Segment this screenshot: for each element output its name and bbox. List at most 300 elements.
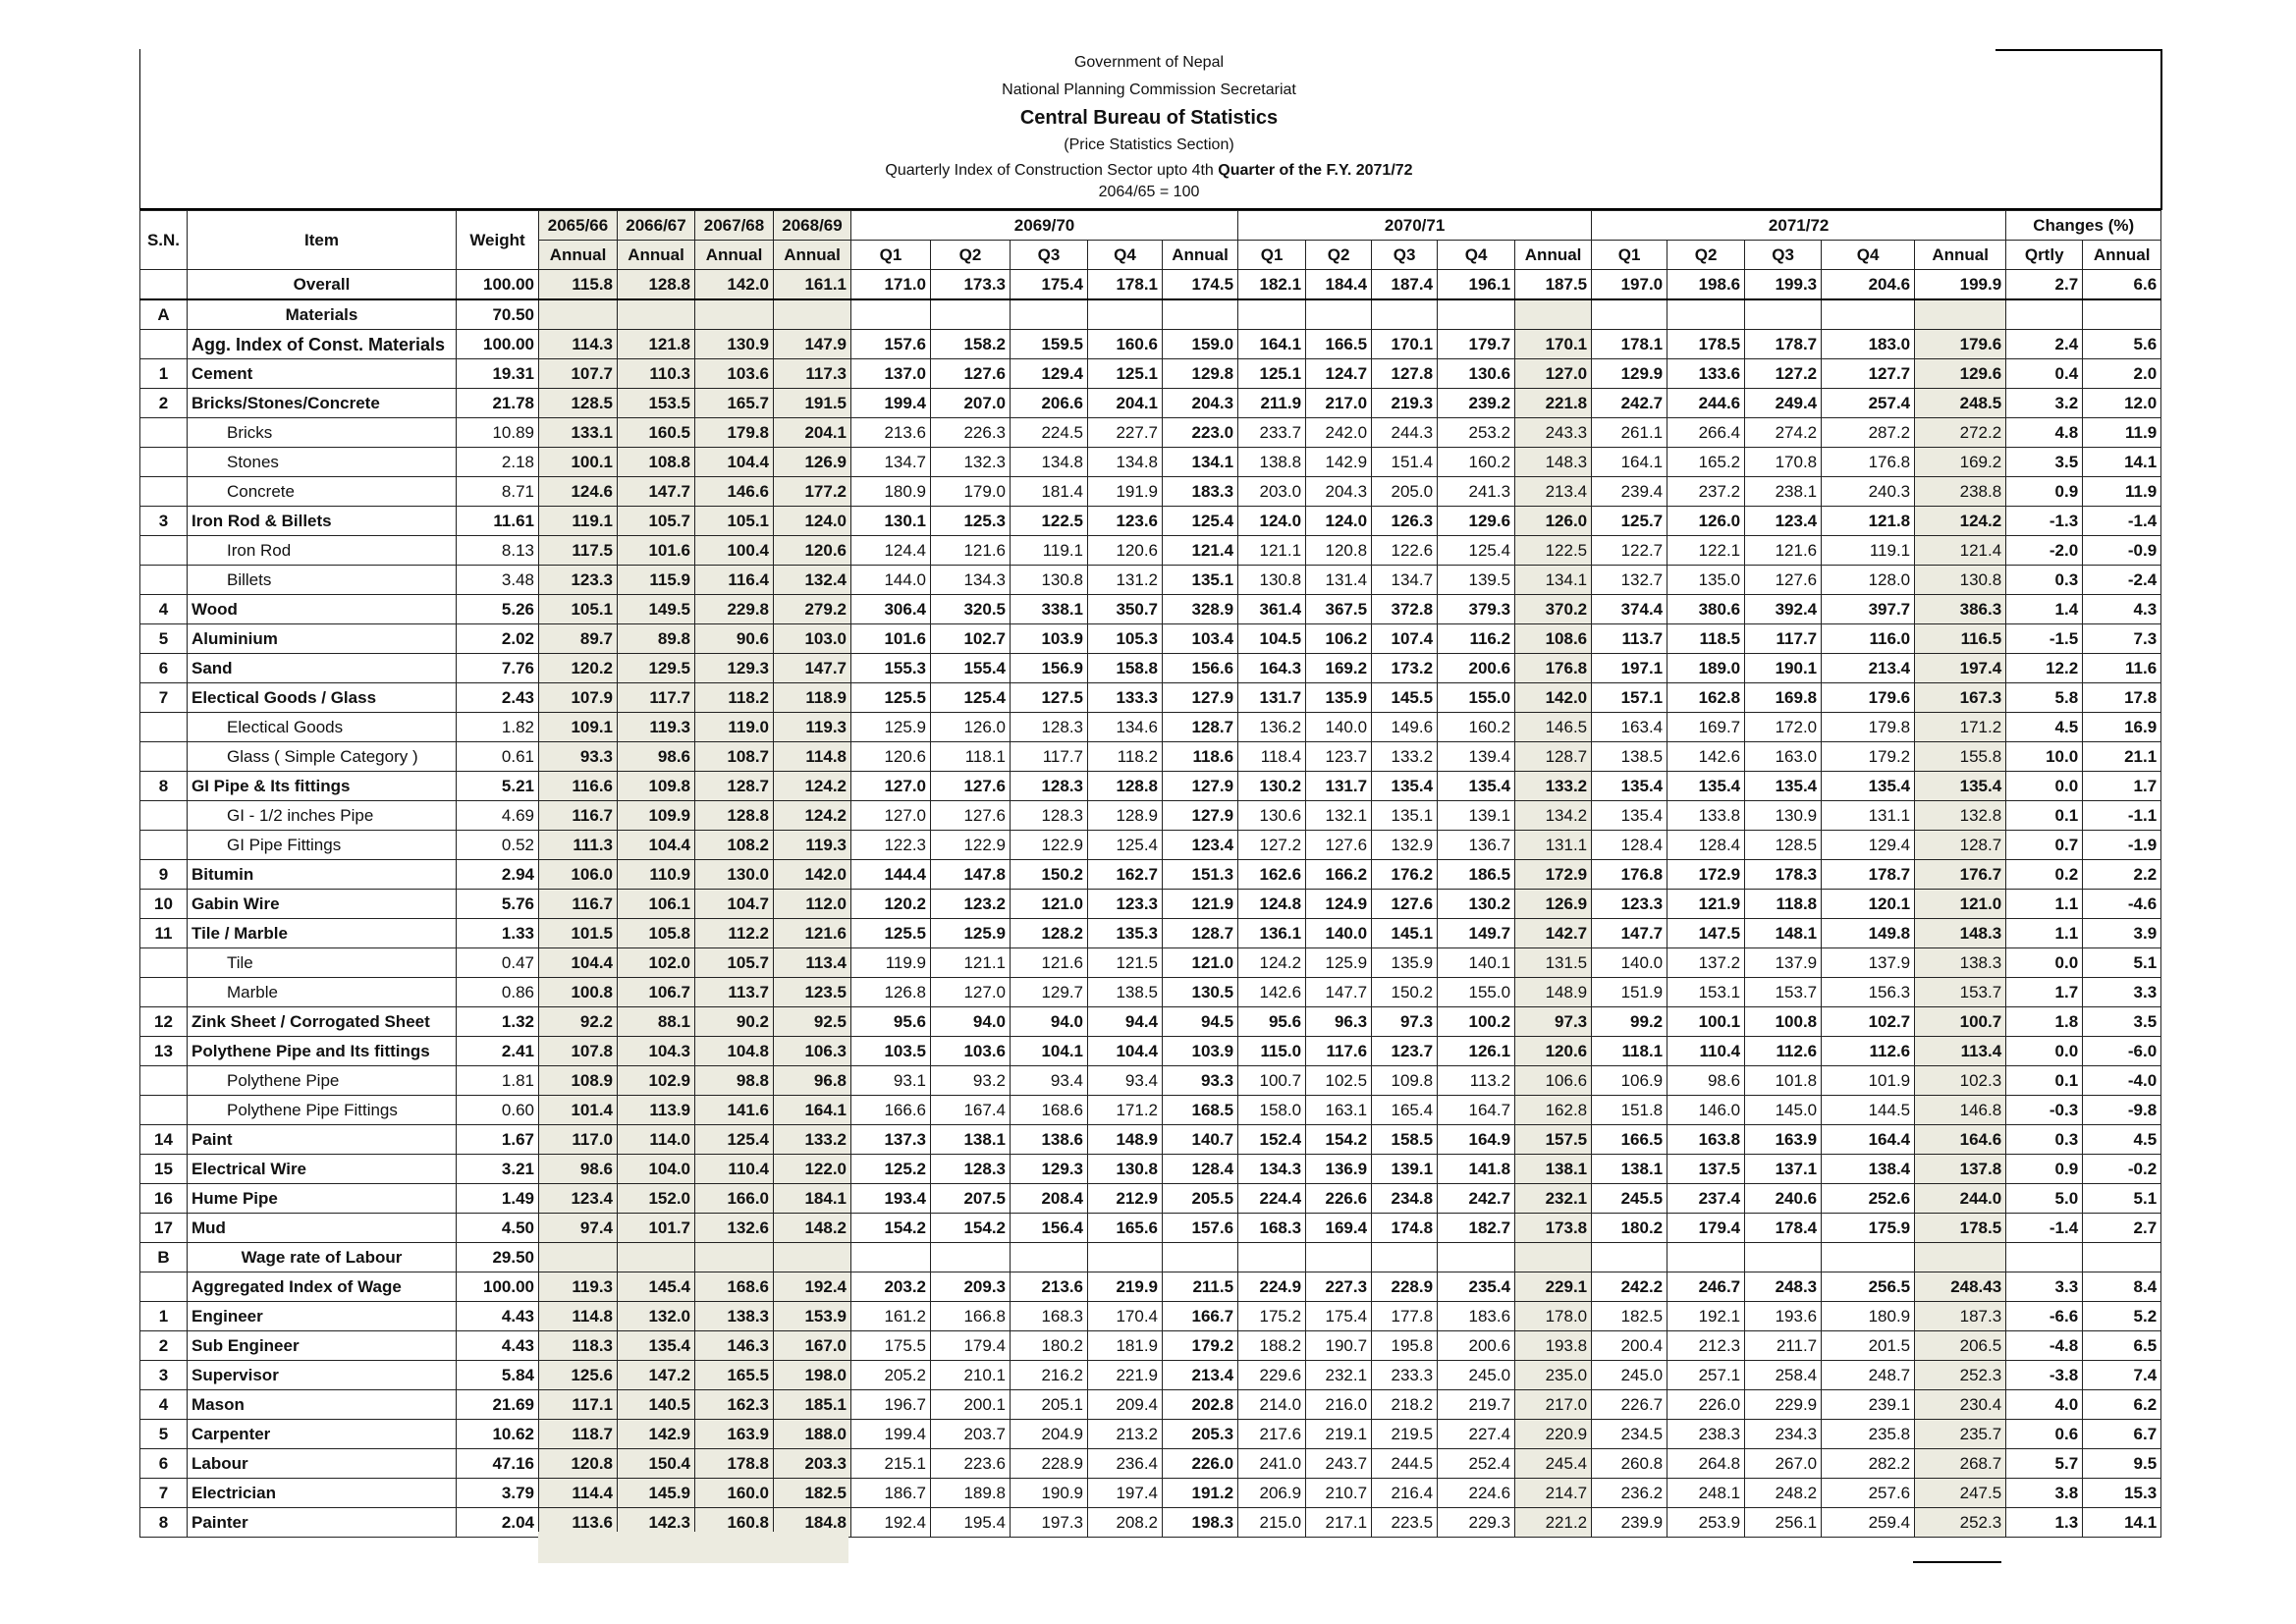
cell-value: 124.6 — [539, 477, 618, 507]
cell-value: 106.2 — [1306, 624, 1372, 654]
cell-value: 108.8 — [618, 448, 695, 477]
cell-value: 128.3 — [1011, 713, 1088, 742]
cell-value: 120.8 — [539, 1449, 618, 1479]
cell-value: 166.5 — [1592, 1125, 1667, 1155]
cell-value: 138.5 — [1088, 978, 1163, 1007]
cell-value: 183.3 — [1163, 477, 1238, 507]
cell-value: 131.1 — [1822, 801, 1915, 831]
header-line-commission: National Planning Commission Secretariat — [1002, 81, 1296, 98]
cell-value — [1822, 299, 1915, 330]
cell-value: 151.8 — [1592, 1096, 1667, 1125]
cell-value: 173.2 — [1372, 654, 1438, 683]
cell-weight: 4.50 — [457, 1214, 539, 1243]
col-subheader-annual: Annual — [539, 241, 618, 270]
cell-value: 241.0 — [1238, 1449, 1306, 1479]
table-row — [140, 359, 2161, 389]
cell-value: 164.1 — [774, 1096, 851, 1125]
cell-value: -6.6 — [2006, 1302, 2083, 1331]
cell-value: 132.1 — [1306, 801, 1372, 831]
cell-value: 3.3 — [2006, 1272, 2083, 1302]
cell-value: 155.0 — [1438, 683, 1515, 713]
cell-value: 165.4 — [1372, 1096, 1438, 1125]
cell-value: 147.7 — [618, 477, 695, 507]
col-subheader-q3: Q3 — [1745, 241, 1822, 270]
cell-sn: 2 — [140, 389, 188, 418]
cell-value: 166.2 — [1306, 860, 1372, 890]
cell-value: 176.8 — [1515, 654, 1592, 683]
cell-value: 208.4 — [1011, 1184, 1088, 1214]
cell-value: 117.3 — [774, 359, 851, 389]
cell-value: 0.0 — [2006, 948, 2083, 978]
cell-value: 206.9 — [1238, 1479, 1306, 1508]
cell-value: 235.0 — [1515, 1361, 1592, 1390]
col-group-2070-71: 2070/71 — [1238, 211, 1592, 241]
cell-value: 116.0 — [1822, 624, 1915, 654]
cell-value: 3.9 — [2083, 919, 2161, 948]
cell-value — [1372, 1243, 1438, 1272]
col-subheader-q4: Q4 — [1438, 241, 1515, 270]
table-row — [140, 477, 2161, 507]
cell-value: 211.7 — [1745, 1331, 1822, 1361]
cell-item: Billets — [188, 566, 457, 595]
cell-value: 125.9 — [931, 919, 1011, 948]
cell-value: 3.3 — [2083, 978, 2161, 1007]
cell-value: 169.2 — [1915, 448, 2006, 477]
cell-value — [1915, 299, 2006, 330]
cell-value: 176.8 — [1592, 860, 1667, 890]
cell-sn: 12 — [140, 1007, 188, 1037]
cell-value: 112.6 — [1822, 1037, 1915, 1066]
cell-value: 94.0 — [1011, 1007, 1088, 1037]
cell-value: 102.7 — [931, 624, 1011, 654]
cell-value: 196.1 — [1438, 270, 1515, 300]
cell-value: 179.7 — [1438, 330, 1515, 359]
cell-sn — [140, 330, 188, 359]
cell-value: 178.7 — [1745, 330, 1822, 359]
cell-value — [931, 1243, 1011, 1272]
cell-value: 187.3 — [1915, 1302, 2006, 1331]
cell-value: 114.0 — [618, 1125, 695, 1155]
cell-value: 142.0 — [695, 270, 774, 300]
cell-weight: 19.31 — [457, 359, 539, 389]
cell-item: Cement — [188, 359, 457, 389]
cell-value: 190.1 — [1745, 654, 1822, 683]
cell-value: 116.6 — [539, 772, 618, 801]
cell-value: 187.4 — [1372, 270, 1438, 300]
cell-item: Materials — [188, 299, 457, 330]
cell-value: 150.4 — [618, 1449, 695, 1479]
cell-value: 130.1 — [851, 507, 931, 536]
cell-value: 328.9 — [1163, 595, 1238, 624]
cell-value: 199.3 — [1745, 270, 1822, 300]
cell-value: 204.3 — [1163, 389, 1238, 418]
cell-value: 220.9 — [1515, 1420, 1592, 1449]
cell-value: 128.2 — [1011, 919, 1088, 948]
cell-value: 229.1 — [1515, 1272, 1592, 1302]
cell-value: 162.3 — [695, 1390, 774, 1420]
cell-value: 114.3 — [539, 330, 618, 359]
cell-value: 2.0 — [2083, 359, 2161, 389]
cell-value: 164.9 — [1438, 1125, 1515, 1155]
cell-value: 186.7 — [851, 1479, 931, 1508]
cell-value: 226.3 — [931, 418, 1011, 448]
cell-value: 125.1 — [1088, 359, 1163, 389]
cell-value: 121.6 — [1011, 948, 1088, 978]
cell-value: 134.7 — [851, 448, 931, 477]
cell-value: 98.6 — [1667, 1066, 1745, 1096]
cell-value: 133.2 — [1515, 772, 1592, 801]
cell-sn: 2 — [140, 1331, 188, 1361]
cell-value: 135.4 — [1822, 772, 1915, 801]
cell-value: 133.2 — [1372, 742, 1438, 772]
cell-value: 121.8 — [1822, 507, 1915, 536]
cell-value: 145.4 — [618, 1272, 695, 1302]
cell-value: 146.8 — [1915, 1096, 2006, 1125]
cell-value: 97.4 — [539, 1214, 618, 1243]
cell-value: 125.4 — [1163, 507, 1238, 536]
cell-item: Tile / Marble — [188, 919, 457, 948]
cell-value: 156.6 — [1163, 654, 1238, 683]
cell-value: 138.8 — [1238, 448, 1306, 477]
cell-value: 164.6 — [1915, 1125, 2006, 1155]
table-row — [140, 1214, 2161, 1243]
table-row — [140, 654, 2161, 683]
cell-weight: 0.60 — [457, 1096, 539, 1125]
cell-value: 130.0 — [695, 860, 774, 890]
cell-value: 252.3 — [1915, 1361, 2006, 1390]
cell-value: 227.4 — [1438, 1420, 1515, 1449]
cell-value: 104.3 — [618, 1037, 695, 1066]
cell-value: 6.6 — [2083, 270, 2161, 300]
cell-value: 272.2 — [1915, 418, 2006, 448]
cell-sn: 7 — [140, 683, 188, 713]
col-subheader-annual: Annual — [618, 241, 695, 270]
cell-value: 171.2 — [1915, 713, 2006, 742]
cell-value: 221.2 — [1515, 1508, 1592, 1538]
cell-value: 14.1 — [2083, 448, 2161, 477]
header-title-part2: Quarter of the F.Y. 2071/72 — [1218, 162, 1413, 179]
cell-value: 123.3 — [1592, 890, 1667, 919]
cell-value: 106.1 — [618, 890, 695, 919]
cell-value: 126.9 — [774, 448, 851, 477]
cell-item: Sand — [188, 654, 457, 683]
cell-sn: 6 — [140, 654, 188, 683]
cell-value: 258.4 — [1745, 1361, 1822, 1390]
cell-value: 11.6 — [2083, 654, 2161, 683]
cell-value: 135.4 — [1915, 772, 2006, 801]
cell-value: 90.6 — [695, 624, 774, 654]
cell-value: 184.8 — [774, 1508, 851, 1538]
cell-value — [931, 299, 1011, 330]
cell-value: 107.4 — [1372, 624, 1438, 654]
cell-weight: 8.13 — [457, 536, 539, 566]
cell-value: 142.3 — [618, 1508, 695, 1538]
cell-value: 204.9 — [1011, 1420, 1088, 1449]
cell-weight: 4.43 — [457, 1302, 539, 1331]
cell-value: 105.3 — [1088, 624, 1163, 654]
cell-value: 374.4 — [1592, 595, 1667, 624]
cell-value: 101.8 — [1745, 1066, 1822, 1096]
cell-value: 132.8 — [1915, 801, 2006, 831]
cell-item: GI Pipe Fittings — [188, 831, 457, 860]
cell-value: 129.5 — [618, 654, 695, 683]
cell-value: 151.4 — [1372, 448, 1438, 477]
cell-value: 213.4 — [1822, 654, 1915, 683]
cell-value: 2.7 — [2006, 270, 2083, 300]
cell-value: 134.3 — [1238, 1155, 1306, 1184]
cell-value: 162.8 — [1667, 683, 1745, 713]
cell-value: 242.2 — [1592, 1272, 1667, 1302]
cell-value: 123.3 — [1088, 890, 1163, 919]
cell-value: 168.3 — [1011, 1302, 1088, 1331]
header-line-bureau: Central Bureau of Statistics — [1019, 107, 1279, 129]
cell-value: 128.7 — [1915, 831, 2006, 860]
cell-value: 148.9 — [1515, 978, 1592, 1007]
cell-value: -9.8 — [2083, 1096, 2161, 1125]
cell-value: 239.4 — [1592, 477, 1667, 507]
cell-value: 140.0 — [1592, 948, 1667, 978]
cell-value: 128.9 — [1088, 801, 1163, 831]
cell-value: 118.5 — [1667, 624, 1745, 654]
cell-value: 112.2 — [695, 919, 774, 948]
cell-value: 120.6 — [851, 742, 931, 772]
cell-value: 160.2 — [1438, 713, 1515, 742]
cell-value: 110.4 — [695, 1155, 774, 1184]
table-header — [140, 211, 2161, 270]
table-row — [140, 683, 2161, 713]
cell-value: 125.9 — [1306, 948, 1372, 978]
cell-value: 153.9 — [774, 1302, 851, 1331]
cell-value: 164.4 — [1822, 1125, 1915, 1155]
cell-item: Wood — [188, 595, 457, 624]
cell-item: Gabin Wire — [188, 890, 457, 919]
table-row — [140, 742, 2161, 772]
cell-value: 116.5 — [1915, 624, 2006, 654]
cell-value: 0.6 — [2006, 1420, 2083, 1449]
cell-weight: 21.78 — [457, 389, 539, 418]
cell-value: -6.0 — [2083, 1037, 2161, 1066]
cell-value: 197.4 — [1088, 1479, 1163, 1508]
cell-value: 117.5 — [539, 536, 618, 566]
cell-value: 117.7 — [1011, 742, 1088, 772]
table-row — [140, 1479, 2161, 1508]
cell-value: 160.0 — [695, 1479, 774, 1508]
cell-value: 205.1 — [1011, 1390, 1088, 1420]
cell-value: 180.2 — [1011, 1331, 1088, 1361]
cell-sn: 16 — [140, 1184, 188, 1214]
cell-item: Supervisor — [188, 1361, 457, 1390]
cell-value: 133.6 — [1667, 359, 1745, 389]
cell-value: 165.2 — [1667, 448, 1745, 477]
cell-value: 190.9 — [1011, 1479, 1088, 1508]
cell-value: 164.7 — [1438, 1096, 1515, 1125]
cell-value: 123.5 — [774, 978, 851, 1007]
cell-value: 224.4 — [1238, 1184, 1306, 1214]
cell-weight: 5.21 — [457, 772, 539, 801]
cell-value: 106.3 — [774, 1037, 851, 1066]
cell-sn: 5 — [140, 624, 188, 654]
cell-value: 156.9 — [1011, 654, 1088, 683]
cell-value: 134.1 — [1163, 448, 1238, 477]
cell-value: 223.0 — [1163, 418, 1238, 448]
cell-value: 106.0 — [539, 860, 618, 890]
cell-value: 205.3 — [1163, 1420, 1238, 1449]
cell-value: 114.8 — [774, 742, 851, 772]
cell-value: 233.7 — [1238, 418, 1306, 448]
cell-value: 118.7 — [539, 1420, 618, 1449]
cell-value: -0.2 — [2083, 1155, 2161, 1184]
cell-value: 144.4 — [851, 860, 931, 890]
cell-value: 156.3 — [1822, 978, 1915, 1007]
cell-sn: 1 — [140, 359, 188, 389]
cell-value: 249.4 — [1745, 389, 1822, 418]
cell-value: 88.1 — [618, 1007, 695, 1037]
cell-value: 217.0 — [1306, 389, 1372, 418]
cell-value: 154.2 — [931, 1214, 1011, 1243]
cell-value: 117.1 — [539, 1390, 618, 1420]
cell-value: -1.5 — [2006, 624, 2083, 654]
cell-value: 139.1 — [1372, 1155, 1438, 1184]
table-row — [140, 1390, 2161, 1420]
cell-item: Concrete — [188, 477, 457, 507]
cell-value: 158.5 — [1372, 1125, 1438, 1155]
cell-value: 0.7 — [2006, 831, 2083, 860]
cell-value: 243.3 — [1515, 418, 1592, 448]
cell-value: 103.5 — [851, 1037, 931, 1066]
cell-value: 118.2 — [695, 683, 774, 713]
cell-value: 131.7 — [1306, 772, 1372, 801]
cell-value: 121.0 — [1163, 948, 1238, 978]
cell-value: 116.7 — [539, 890, 618, 919]
cell-value: 1.3 — [2006, 1508, 2083, 1538]
header-line-section: (Price Statistics Section) — [1064, 136, 1234, 153]
col-subheader-q3: Q3 — [1011, 241, 1088, 270]
cell-value: 158.8 — [1088, 654, 1163, 683]
cell-value: 248.2 — [1745, 1479, 1822, 1508]
cell-value: 200.6 — [1438, 654, 1515, 683]
cell-value — [2083, 299, 2161, 330]
cell-weight: 4.69 — [457, 801, 539, 831]
cell-value: 228.9 — [1011, 1449, 1088, 1479]
cell-value: 197.4 — [1915, 654, 2006, 683]
col-subheader-annual: Annual — [695, 241, 774, 270]
cell-value: 131.2 — [1088, 566, 1163, 595]
cell-value: 124.0 — [1306, 507, 1372, 536]
cell-value: 124.7 — [1306, 359, 1372, 389]
cell-weight: 100.00 — [457, 270, 539, 300]
cell-value: 136.1 — [1238, 919, 1306, 948]
cell-value: 204.1 — [1088, 389, 1163, 418]
cell-value: 242.7 — [1438, 1184, 1515, 1214]
cell-value: 133.1 — [539, 418, 618, 448]
cell-value — [618, 1243, 695, 1272]
cell-value: 123.4 — [1163, 831, 1238, 860]
cell-value: 93.3 — [1163, 1066, 1238, 1096]
cell-value: 233.3 — [1372, 1361, 1438, 1390]
table-row — [140, 1302, 2161, 1331]
cell-value: 219.5 — [1372, 1420, 1438, 1449]
cell-value: 124.8 — [1238, 890, 1306, 919]
cell-value: 126.0 — [1667, 507, 1745, 536]
cell-value: 170.1 — [1515, 330, 1592, 359]
cell-value: 127.9 — [1163, 801, 1238, 831]
cell-sn: 4 — [140, 1390, 188, 1420]
cell-value: 113.2 — [1438, 1066, 1515, 1096]
cell-value: 192.4 — [774, 1272, 851, 1302]
cell-value: 110.9 — [618, 860, 695, 890]
cell-value: 155.4 — [931, 654, 1011, 683]
cell-value: 256.1 — [1745, 1508, 1822, 1538]
cell-item: Engineer — [188, 1302, 457, 1331]
cell-value: 157.6 — [851, 330, 931, 359]
cell-value: 201.5 — [1822, 1331, 1915, 1361]
cell-value: 135.9 — [1306, 683, 1372, 713]
cell-value: 155.3 — [851, 654, 931, 683]
cell-value: 140.5 — [618, 1390, 695, 1420]
cell-value: 163.9 — [1745, 1125, 1822, 1155]
cell-value: 127.6 — [1745, 566, 1822, 595]
cell-value: 122.7 — [1592, 536, 1667, 566]
cell-value: 166.7 — [1163, 1302, 1238, 1331]
cell-value: 129.4 — [1822, 831, 1915, 860]
cell-value: 136.2 — [1238, 713, 1306, 742]
cell-value: 0.3 — [2006, 1125, 2083, 1155]
cell-value: 165.6 — [1088, 1214, 1163, 1243]
cell-value: 98.6 — [539, 1155, 618, 1184]
cell-value: 118.1 — [931, 742, 1011, 772]
cell-value: 136.7 — [1438, 831, 1515, 860]
cell-value: 230.4 — [1915, 1390, 2006, 1420]
cell-value: 121.4 — [1915, 536, 2006, 566]
cell-value: 121.0 — [1011, 890, 1088, 919]
cell-value: 361.4 — [1238, 595, 1306, 624]
table-row — [140, 270, 2161, 300]
cell-value: 130.8 — [1011, 566, 1088, 595]
cell-sn: 4 — [140, 595, 188, 624]
cell-weight: 5.84 — [457, 1361, 539, 1390]
cell-value: 224.5 — [1011, 418, 1088, 448]
cell-item: Tile — [188, 948, 457, 978]
cell-value — [1088, 299, 1163, 330]
cell-value: 149.6 — [1372, 713, 1438, 742]
cell-value: 121.5 — [1088, 948, 1163, 978]
col-subheader-q2: Q2 — [1667, 241, 1745, 270]
cell-value: 217.6 — [1238, 1420, 1306, 1449]
table-row — [140, 860, 2161, 890]
cell-sn — [140, 948, 188, 978]
cell-value: 226.6 — [1306, 1184, 1372, 1214]
cell-value: 108.9 — [539, 1066, 618, 1096]
cell-value: -1.9 — [2083, 831, 2161, 860]
cell-value: 216.4 — [1372, 1479, 1438, 1508]
cell-value: 170.4 — [1088, 1302, 1163, 1331]
cell-value: 104.7 — [695, 890, 774, 919]
cell-value: 274.2 — [1745, 418, 1822, 448]
cell-value: 122.5 — [1011, 507, 1088, 536]
table-row — [140, 536, 2161, 566]
document-header — [137, 49, 2160, 202]
cell-value: 122.0 — [774, 1155, 851, 1184]
cell-value: 125.6 — [539, 1361, 618, 1390]
cell-value: 116.2 — [1438, 624, 1515, 654]
cell-value: 129.6 — [1438, 507, 1515, 536]
cell-value — [851, 299, 931, 330]
cell-value: 164.1 — [1592, 448, 1667, 477]
cell-value: 203.0 — [1238, 477, 1306, 507]
cell-value — [851, 1243, 931, 1272]
cell-sn: 13 — [140, 1037, 188, 1066]
cell-value: 147.2 — [618, 1361, 695, 1390]
